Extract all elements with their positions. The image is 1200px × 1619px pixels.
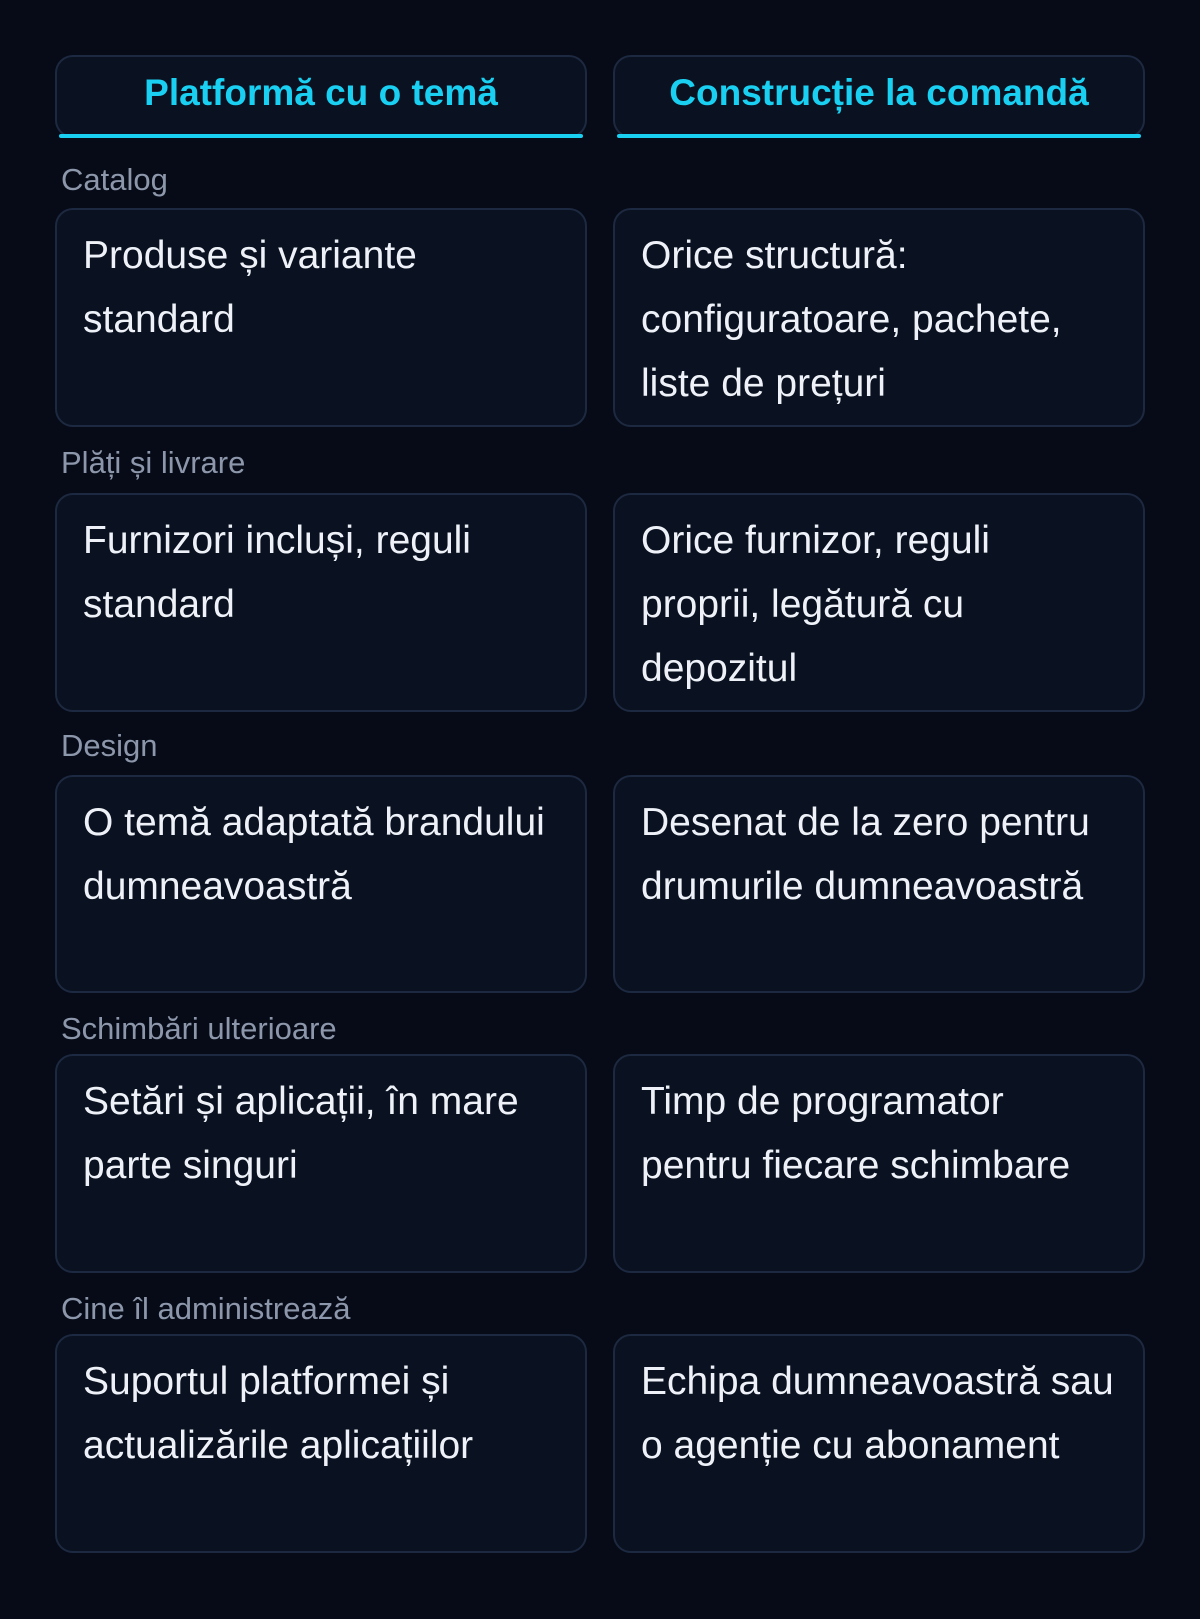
comparison-table xyxy=(55,55,1145,1553)
column-header-custom-build xyxy=(613,55,1145,138)
column-header-platform-underline xyxy=(59,134,583,138)
comparison-row-catalog xyxy=(55,208,1145,427)
comparison-row-administration xyxy=(55,1334,1145,1553)
card-platform-later-changes: Setări și aplicații, în mare parte singuri xyxy=(55,1054,587,1273)
card-custom-administration: Echipa dumneavoastră sau o agenție cu abonament xyxy=(613,1334,1145,1553)
card-custom-payments: Orice furnizor, reguli proprii, legătură cu depozitul xyxy=(613,493,1145,712)
comparison-row-design xyxy=(55,775,1145,993)
section-label-payments: Plăți și livrare xyxy=(61,445,246,480)
card-platform-administration: Suportul platformei și actualizările aplicațiilor xyxy=(55,1334,587,1553)
column-header-custom-build-underline xyxy=(617,134,1141,138)
column-header-row xyxy=(55,55,1145,138)
column-header-platform xyxy=(55,55,587,138)
comparison-row-later-changes xyxy=(55,1054,1145,1273)
comparison-row-payments xyxy=(55,493,1145,712)
section-label-catalog: Catalog xyxy=(61,162,168,197)
column-header-custom-build-label: Construcție la comandă xyxy=(669,71,1089,113)
card-platform-payments: Furnizori incluși, reguli standard xyxy=(55,493,587,712)
section-label-later-changes: Schimbări ulterioare xyxy=(61,1011,337,1046)
section-label-administration: Cine îl administrează xyxy=(61,1291,351,1326)
section-label-design: Design xyxy=(61,728,158,763)
card-platform-catalog: Produse și variante standard xyxy=(55,208,587,427)
card-custom-catalog: Orice structură: configuratoare, pachete, liste de prețuri xyxy=(613,208,1145,427)
card-custom-later-changes: Timp de programator pentru fiecare schimbare xyxy=(613,1054,1145,1273)
column-header-platform-label: Platformă cu o temă xyxy=(144,71,498,113)
card-platform-design: O temă adaptată brandului dumneavoastră xyxy=(55,775,587,993)
card-custom-design: Desenat de la zero pentru drumurile dumneavoastră xyxy=(613,775,1145,993)
